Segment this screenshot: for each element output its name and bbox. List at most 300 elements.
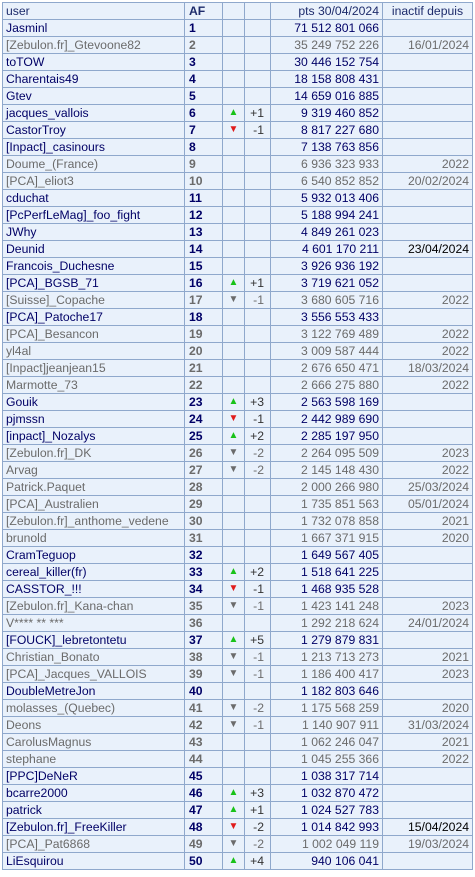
inactive-since-cell: 2023 [383,445,473,462]
user-name-cell: [PCA]_eliot3 [3,173,185,190]
inactive-since-cell [383,564,473,581]
table-row [3,326,473,343]
rank-cell: 2 [185,37,223,54]
rank-change-icon-cell [223,241,245,258]
inactive-since-cell [383,258,473,275]
rank-change-cell: +1 [245,275,271,292]
rank-change-cell: -1 [245,649,271,666]
table-row [3,717,473,734]
table-row [3,241,473,258]
user-name-cell: Deons [3,717,185,734]
rank-up-arrow-icon: ▲ [223,105,245,122]
table-row [3,309,473,326]
table-row [3,292,473,309]
rank-up-arrow-icon: ▲ [223,853,245,870]
rank-change-cell: +4 [245,853,271,870]
rank-down-arrow-icon: ▼ [223,819,245,836]
inactive-since-cell: 2023 [383,666,473,683]
table-row [3,190,473,207]
rank-change-cell: -1 [245,666,271,683]
rank-cell: 41 [185,700,223,717]
table-row [3,564,473,581]
table-row [3,105,473,122]
rank-down-arrow-icon: ▼ [223,581,245,598]
table-row [3,377,473,394]
user-name-cell: [Zebulon.fr]_DK [3,445,185,462]
inactive-since-cell: 24/01/2024 [383,615,473,632]
inactive-since-cell [383,428,473,445]
table-row [3,343,473,360]
rank-change-icon-cell [223,615,245,632]
user-name-cell: [Zebulon.fr]_Gtevoone82 [3,37,185,54]
points-cell: 8 817 227 680 [271,122,383,139]
points-cell: 1 175 568 259 [271,700,383,717]
rank-change-icon-cell [223,496,245,513]
rank-cell: 37 [185,632,223,649]
table-row [3,615,473,632]
rank-cell: 23 [185,394,223,411]
rank-change-icon-cell [223,207,245,224]
user-name-cell: JWhy [3,224,185,241]
rank-change-cell [245,496,271,513]
points-cell: 1 182 803 646 [271,683,383,700]
rank-change-icon-cell [223,751,245,768]
user-name-cell: [PPC]DeNeR [3,768,185,785]
rank-change-cell [245,751,271,768]
table-row [3,513,473,530]
inactive-since-cell: 2021 [383,649,473,666]
rank-change-cell [245,479,271,496]
user-name-cell: pjmssn [3,411,185,428]
inactive-since-cell: 2021 [383,734,473,751]
user-name-cell: jacques_vallois [3,105,185,122]
user-name-cell: Marmotte_73 [3,377,185,394]
rank-up-arrow-icon: ▲ [223,785,245,802]
user-name-cell: CramTeguop [3,547,185,564]
rank-change-cell: -2 [245,445,271,462]
points-cell: 1 423 141 248 [271,598,383,615]
rank-cell: 20 [185,343,223,360]
user-name-cell: DoubleMetreJon [3,683,185,700]
table-row [3,37,473,54]
rank-cell: 10 [185,173,223,190]
points-cell: 3 009 587 444 [271,343,383,360]
column-header-inactive-since: inactif depuis [383,3,473,20]
user-name-cell: yl4al [3,343,185,360]
table-row [3,122,473,139]
inactive-since-cell [383,190,473,207]
rank-change-cell [245,615,271,632]
rank-change-icon-cell [223,530,245,547]
rank-cell: 25 [185,428,223,445]
points-cell: 1 518 641 225 [271,564,383,581]
inactive-since-cell [383,768,473,785]
table-row [3,54,473,71]
user-name-cell: V**** ** *** [3,615,185,632]
points-cell: 4 849 261 023 [271,224,383,241]
rank-change-cell: -1 [245,122,271,139]
rank-change-cell: -2 [245,700,271,717]
user-name-cell: [FOUCK]_lebretontetu [3,632,185,649]
points-cell: 2 000 266 980 [271,479,383,496]
inactive-since-cell [383,20,473,37]
rank-cell: 45 [185,768,223,785]
rank-change-icon-cell [223,768,245,785]
inactive-since-cell [383,581,473,598]
rank-cell: 7 [185,122,223,139]
rank-change-icon-cell [223,326,245,343]
inactive-since-cell [383,547,473,564]
points-cell: 1 667 371 915 [271,530,383,547]
rank-change-cell: +3 [245,394,271,411]
rank-change-cell [245,309,271,326]
rank-cell: 44 [185,751,223,768]
user-name-cell: CastorTroy [3,122,185,139]
rank-change-icon-cell [223,54,245,71]
table-row [3,802,473,819]
rank-cell: 31 [185,530,223,547]
table-header-row [3,3,473,20]
rank-cell: 42 [185,717,223,734]
inactive-since-cell: 16/01/2024 [383,37,473,54]
rank-change-cell: +5 [245,632,271,649]
user-name-cell: [Zebulon.fr]_anthome_vedene [3,513,185,530]
rank-down-arrow-icon: ▼ [223,649,245,666]
column-header-points: pts 30/04/2024 [271,3,383,20]
inactive-since-cell: 31/03/2024 [383,717,473,734]
points-cell: 6 540 852 852 [271,173,383,190]
user-name-cell: Christian_Bonato [3,649,185,666]
rank-cell: 40 [185,683,223,700]
rank-up-arrow-icon: ▲ [223,275,245,292]
table-row [3,632,473,649]
table-row [3,224,473,241]
points-cell: 1 279 879 831 [271,632,383,649]
rank-change-icon-cell [223,71,245,88]
inactive-since-cell [383,88,473,105]
user-name-cell: Gouik [3,394,185,411]
inactive-since-cell: 23/04/2024 [383,241,473,258]
rank-change-icon-cell [223,309,245,326]
rank-change-icon-cell [223,88,245,105]
inactive-since-cell: 20/02/2024 [383,173,473,190]
rank-cell: 18 [185,309,223,326]
points-cell: 2 666 275 880 [271,377,383,394]
inactive-since-cell [383,71,473,88]
rank-change-cell [245,326,271,343]
table-row [3,258,473,275]
rank-change-cell: -2 [245,819,271,836]
rank-change-cell: -2 [245,462,271,479]
user-name-cell: Patrick.Paquet [3,479,185,496]
rank-down-arrow-icon: ▼ [223,717,245,734]
points-cell: 6 936 323 933 [271,156,383,173]
points-cell: 71 512 801 066 [271,20,383,37]
user-name-cell: [Zebulon.fr]_Kana-chan [3,598,185,615]
inactive-since-cell: 2021 [383,513,473,530]
rank-down-arrow-icon: ▼ [223,122,245,139]
inactive-since-cell [383,802,473,819]
rank-cell: 3 [185,54,223,71]
rank-cell: 21 [185,360,223,377]
user-name-cell: [PCA]_BGSB_71 [3,275,185,292]
inactive-since-cell [383,224,473,241]
table-row [3,853,473,870]
rank-down-arrow-icon: ▼ [223,700,245,717]
rank-up-arrow-icon: ▲ [223,564,245,581]
table-row [3,649,473,666]
user-name-cell: [PCA]_Pat6868 [3,836,185,853]
inactive-since-cell [383,853,473,870]
rank-cell: 11 [185,190,223,207]
rank-change-cell [245,71,271,88]
rank-change-cell: +2 [245,564,271,581]
points-cell: 18 158 808 431 [271,71,383,88]
user-name-cell: [PCA]_Besancon [3,326,185,343]
points-cell: 940 106 041 [271,853,383,870]
rank-cell: 24 [185,411,223,428]
rank-change-cell: +3 [245,785,271,802]
rank-cell: 49 [185,836,223,853]
table-row [3,768,473,785]
table-row [3,496,473,513]
points-cell: 2 285 197 950 [271,428,383,445]
table-row [3,581,473,598]
inactive-since-cell: 2022 [383,462,473,479]
points-cell: 1 213 713 273 [271,649,383,666]
table-row [3,360,473,377]
inactive-since-cell: 19/03/2024 [383,836,473,853]
rank-cell: 16 [185,275,223,292]
rank-change-icon-cell [223,343,245,360]
inactive-since-cell: 2022 [383,156,473,173]
rank-cell: 36 [185,615,223,632]
rank-cell: 46 [185,785,223,802]
table-row [3,666,473,683]
rank-down-arrow-icon: ▼ [223,836,245,853]
rank-cell: 29 [185,496,223,513]
inactive-since-cell: 2023 [383,598,473,615]
rank-cell: 13 [185,224,223,241]
rank-cell: 43 [185,734,223,751]
user-name-cell: Jasminl [3,20,185,37]
points-cell: 5 932 013 406 [271,190,383,207]
user-name-cell: brunold [3,530,185,547]
points-cell: 1 014 842 993 [271,819,383,836]
user-name-cell: Francois_Duchesne [3,258,185,275]
rank-change-cell [245,156,271,173]
inactive-since-cell: 18/03/2024 [383,360,473,377]
user-name-cell: Charentais49 [3,71,185,88]
inactive-since-cell: 2020 [383,700,473,717]
rank-change-icon-cell [223,139,245,156]
table-row [3,598,473,615]
rank-change-icon-cell [223,360,245,377]
rank-change-cell [245,207,271,224]
rank-change-icon-cell [223,258,245,275]
points-cell: 1 062 246 047 [271,734,383,751]
inactive-since-cell: 05/01/2024 [383,496,473,513]
inactive-since-cell [383,683,473,700]
rank-down-arrow-icon: ▼ [223,666,245,683]
rank-change-icon-cell [223,20,245,37]
rank-cell: 5 [185,88,223,105]
rank-change-cell [245,241,271,258]
rank-cell: 1 [185,20,223,37]
user-name-cell: toTOW [3,54,185,71]
points-cell: 4 601 170 211 [271,241,383,258]
rank-change-cell: +1 [245,105,271,122]
rank-down-arrow-icon: ▼ [223,411,245,428]
points-cell: 9 319 460 852 [271,105,383,122]
inactive-since-cell: 2022 [383,326,473,343]
table-row [3,445,473,462]
points-cell: 2 563 598 169 [271,394,383,411]
inactive-since-cell [383,785,473,802]
rank-change-icon-cell [223,173,245,190]
rank-change-cell [245,513,271,530]
user-name-cell: cereal_killer(fr) [3,564,185,581]
rank-change-cell [245,360,271,377]
user-name-cell: Deunid [3,241,185,258]
inactive-since-cell [383,411,473,428]
points-cell: 2 442 989 690 [271,411,383,428]
user-name-cell: [Suisse]_Copache [3,292,185,309]
rank-change-cell [245,547,271,564]
rank-cell: 22 [185,377,223,394]
points-cell: 5 188 994 241 [271,207,383,224]
points-cell: 3 719 621 052 [271,275,383,292]
rank-change-cell [245,37,271,54]
rank-cell: 6 [185,105,223,122]
user-name-cell: bcarre2000 [3,785,185,802]
inactive-since-cell: 2022 [383,343,473,360]
points-cell: 3 122 769 489 [271,326,383,343]
inactive-since-cell: 2022 [383,751,473,768]
rank-change-icon-cell [223,547,245,564]
rank-up-arrow-icon: ▲ [223,428,245,445]
ranking-table [2,2,473,870]
rank-change-icon-cell [223,37,245,54]
rank-change-cell: +1 [245,802,271,819]
table-row [3,275,473,292]
rank-change-icon-cell [223,377,245,394]
rank-change-cell: -1 [245,292,271,309]
rank-cell: 47 [185,802,223,819]
column-header-delta [245,3,271,20]
points-cell: 1 002 049 119 [271,836,383,853]
rank-down-arrow-icon: ▼ [223,598,245,615]
user-name-cell: LiEsquirou [3,853,185,870]
user-name-cell: [PCA]_Jacques_VALLOIS [3,666,185,683]
inactive-since-cell: 15/04/2024 [383,819,473,836]
table-row [3,394,473,411]
rank-cell: 35 [185,598,223,615]
table-row [3,819,473,836]
table-row [3,462,473,479]
table-row [3,547,473,564]
rank-change-cell: -1 [245,717,271,734]
inactive-since-cell [383,632,473,649]
inactive-since-cell [383,105,473,122]
user-name-cell: [Inpact]jeanjean15 [3,360,185,377]
user-name-cell: [inpact]_Nozalys [3,428,185,445]
rank-change-cell [245,530,271,547]
rank-up-arrow-icon: ▲ [223,394,245,411]
table-row [3,428,473,445]
user-name-cell: molasses_(Quebec) [3,700,185,717]
rank-change-icon-cell [223,513,245,530]
rank-change-cell [245,377,271,394]
table-row [3,836,473,853]
rank-cell: 19 [185,326,223,343]
user-name-cell: [PCA]_Patoche17 [3,309,185,326]
points-cell: 1 038 317 714 [271,768,383,785]
rank-change-icon-cell [223,156,245,173]
table-row [3,785,473,802]
table-row [3,479,473,496]
rank-cell: 27 [185,462,223,479]
rank-change-cell: -2 [245,836,271,853]
table-body [3,20,473,870]
points-cell: 30 446 152 754 [271,54,383,71]
rank-cell: 38 [185,649,223,666]
rank-cell: 14 [185,241,223,258]
rank-change-icon-cell [223,224,245,241]
points-cell: 2 264 095 509 [271,445,383,462]
rank-cell: 9 [185,156,223,173]
points-cell: 1 024 527 783 [271,802,383,819]
points-cell: 3 680 605 716 [271,292,383,309]
rank-cell: 33 [185,564,223,581]
points-cell: 1 032 870 472 [271,785,383,802]
inactive-since-cell [383,54,473,71]
points-cell: 1 468 935 528 [271,581,383,598]
rank-down-arrow-icon: ▼ [223,462,245,479]
table-row [3,751,473,768]
table-row [3,700,473,717]
points-cell: 1 732 078 858 [271,513,383,530]
table-row [3,20,473,37]
points-cell: 14 659 016 885 [271,88,383,105]
rank-up-arrow-icon: ▲ [223,632,245,649]
points-cell: 7 138 763 856 [271,139,383,156]
rank-change-cell [245,88,271,105]
table-row [3,156,473,173]
rank-change-cell [245,768,271,785]
inactive-since-cell [383,309,473,326]
points-cell: 3 926 936 192 [271,258,383,275]
rank-change-icon-cell [223,683,245,700]
rank-up-arrow-icon: ▲ [223,802,245,819]
column-header-user: user [3,3,185,20]
rank-cell: 48 [185,819,223,836]
rank-cell: 15 [185,258,223,275]
points-cell: 35 249 752 226 [271,37,383,54]
rank-cell: 17 [185,292,223,309]
user-name-cell: [Inpact]_casinours [3,139,185,156]
table-row [3,734,473,751]
rank-cell: 28 [185,479,223,496]
rank-change-cell: -1 [245,411,271,428]
user-name-cell: CarolusMagnus [3,734,185,751]
table-row [3,683,473,700]
points-cell: 2 676 650 471 [271,360,383,377]
points-cell: 2 145 148 430 [271,462,383,479]
inactive-since-cell [383,139,473,156]
inactive-since-cell [383,275,473,292]
rank-change-cell [245,734,271,751]
